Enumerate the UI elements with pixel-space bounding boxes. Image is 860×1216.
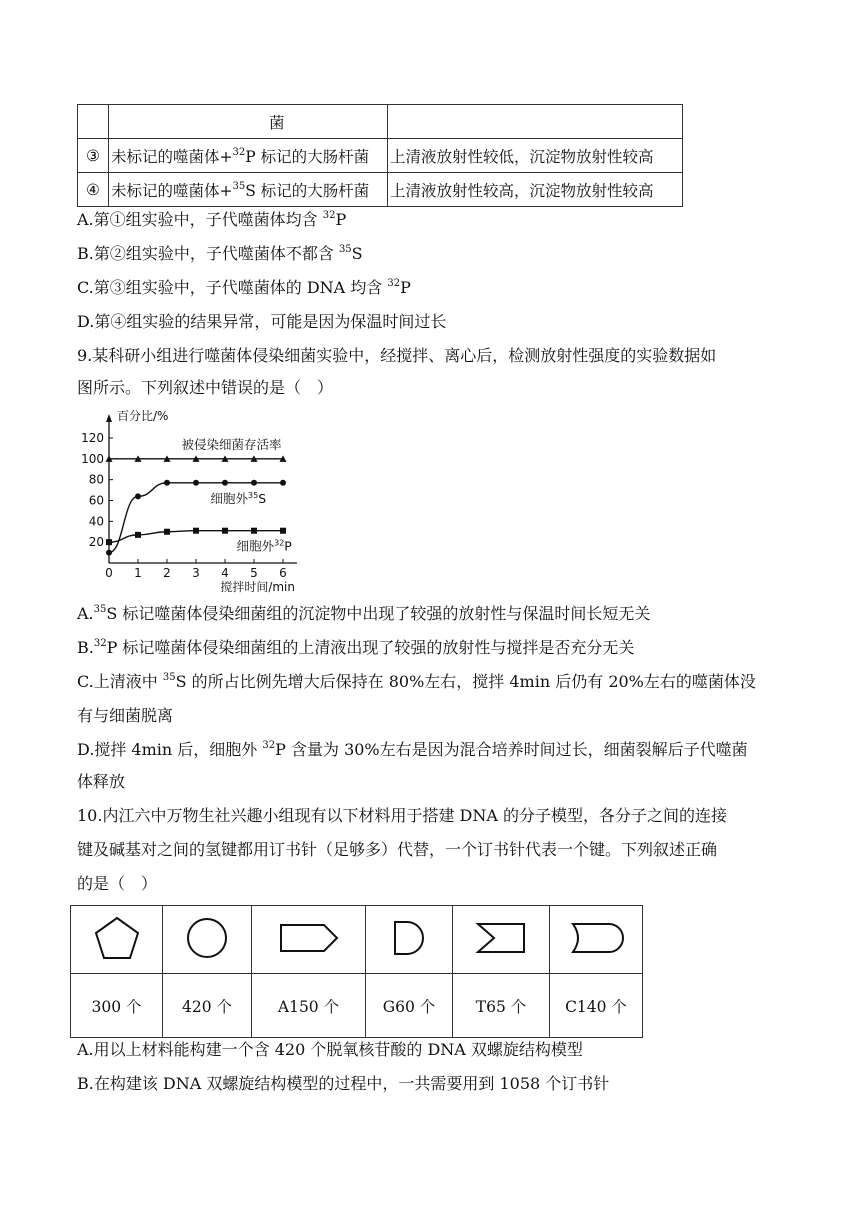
x-tick-label: 5 — [250, 566, 258, 580]
y-tick-label: 80 — [88, 472, 104, 487]
y-tick-label: 20 — [88, 535, 104, 550]
x-tick-label: 3 — [192, 566, 200, 580]
y-tick-label: 60 — [88, 493, 104, 508]
data-point — [251, 480, 257, 486]
data-point — [106, 539, 112, 545]
y-tick-label: 100 — [81, 451, 104, 466]
q10-stem: 10.内江六中万物生社兴趣小组现有以下材料用于搭建 DNA 的分子模型，各分子之间的连接 — [77, 806, 728, 825]
data-point — [280, 528, 286, 534]
table-cell: 上清液放射性较高，沉淀物放射性较高 — [388, 173, 683, 207]
table-row — [78, 173, 683, 207]
y-tick-label: 120 — [81, 431, 104, 445]
q8-option-c: C.第③组实验中，子代噬菌体的 DNA 均含 $^{32}$P — [77, 278, 411, 297]
table-row — [78, 105, 683, 139]
q10-option-a: A.用以上材料能构建一个含 420 个脱氧核苷酸的 DNA 双螺旋结构模型 — [77, 1040, 583, 1059]
cell-text: 未标记的噬菌体+ — [111, 147, 233, 166]
q9-option-d: D.搅拌 4min 后，细胞外 $^{32}$P 含量为 30%左右是因为混合培养时间过长，细菌裂解后子代噬菌 — [77, 740, 748, 759]
q9-stem: 9.某科研小组进行噬菌体侵染细菌实验中，经搅拌、离心后，检测放射性强度的实验数据如 — [77, 346, 717, 365]
data-point — [106, 550, 112, 556]
data-point — [222, 528, 228, 534]
pentagon-icon — [71, 906, 163, 974]
d-shape-icon — [366, 906, 453, 974]
table-cell-num: ④ — [78, 173, 109, 207]
series-label: 被侵染细菌存活率 — [181, 436, 282, 452]
y-axis-label: 百分比/% — [117, 409, 169, 423]
radioactivity-chart — [76, 408, 316, 594]
data-point — [280, 480, 286, 486]
table-cell-num — [78, 105, 109, 139]
cell-text: S 标记的大肠杆菌 — [245, 181, 370, 200]
data-point — [193, 480, 199, 486]
q10-stem: 键及碱基对之间的氢键都用订书针（足够多）代替，一个订书针代表一个键。下列叙述正确 — [77, 840, 718, 859]
superscript: 32 — [232, 146, 246, 158]
circle-icon — [163, 906, 252, 974]
data-point — [193, 528, 199, 534]
material-count: C140 个 — [550, 974, 643, 1038]
material-count: 300 个 — [71, 974, 163, 1038]
y-tick-label: 40 — [88, 514, 104, 529]
series-label: 细胞外$^{32}$P — [236, 538, 292, 554]
table-cell — [109, 173, 388, 207]
material-count: T65 个 — [453, 974, 550, 1038]
cell-text: 未标记的噬菌体+ — [111, 181, 233, 200]
material-count: A150 个 — [252, 974, 366, 1038]
data-point — [251, 528, 257, 534]
data-point — [164, 480, 170, 486]
data-point — [164, 529, 170, 535]
q8-option-b: B.第②组实验中，子代噬菌体不都含 $^{35}$S — [77, 244, 363, 263]
q9-option-d-cont: 体释放 — [77, 772, 126, 791]
q9-option-a: A.$^{35}$S 标记噬菌体侵染细菌组的沉淀物中出现了较强的放射性与保温时间长短无关 — [77, 604, 651, 623]
x-tick-label: 1 — [134, 566, 142, 580]
q9-stem: 图所示。下列叙述中错误的是（ ） — [77, 378, 334, 397]
concave-rect-icon — [550, 906, 643, 974]
materials-table — [70, 905, 643, 1038]
x-tick-label: 6 — [279, 566, 287, 580]
table-cell — [109, 139, 388, 173]
table-cell: 菌 — [109, 105, 388, 139]
y-axis-arrow — [106, 414, 112, 422]
notched-rect-icon — [453, 906, 550, 974]
material-count: 420 个 — [163, 974, 252, 1038]
table-cell — [388, 105, 683, 139]
table-row-counts — [71, 974, 643, 1038]
q10-stem: 的是（ ） — [77, 874, 158, 893]
q9-option-b: B.$^{32}$P 标记噬菌体侵染细菌组的上清液出现了较强的放射性与搅拌是否充分无关 — [77, 638, 635, 657]
q8-option-d: D.第④组实验的结果异常，可能是因为保温时间过长 — [77, 312, 447, 331]
experiment-table — [77, 104, 683, 207]
q8-option-a: A.第①组实验中，子代噬菌体均含 $^{32}$P — [77, 210, 347, 229]
q9-option-c-cont: 有与细菌脱离 — [77, 706, 174, 725]
x-tick-label: 4 — [221, 566, 229, 580]
superscript: 35 — [232, 180, 246, 192]
table-row — [78, 139, 683, 173]
table-cell-num: ③ — [78, 139, 109, 173]
table-row-shapes — [71, 906, 643, 974]
data-point — [135, 493, 141, 499]
table-cell: 上清液放射性较低，沉淀物放射性较高 — [388, 139, 683, 173]
q10-option-b: B.在构建该 DNA 双螺旋结构模型的过程中，一共需要用到 1058 个订书针 — [77, 1074, 610, 1093]
x-tick-label: 2 — [163, 566, 171, 580]
material-count: G60 个 — [366, 974, 453, 1038]
x-tick-label: 0 — [105, 566, 113, 580]
series-label: 细胞外$^{35}$S — [210, 490, 267, 506]
x-axis-label: 搅拌时间/min — [220, 580, 295, 594]
arrow-pentagon-icon — [252, 906, 366, 974]
cell-text: P 标记的大肠杆菌 — [245, 147, 370, 166]
data-point — [222, 480, 228, 486]
data-point — [135, 532, 141, 538]
q9-option-c: C.上清液中 $^{35}$S 的所占比例先增大后保持在 80%左右，搅拌 4min 后仍有 20%左右的噬菌体没 — [77, 672, 756, 691]
